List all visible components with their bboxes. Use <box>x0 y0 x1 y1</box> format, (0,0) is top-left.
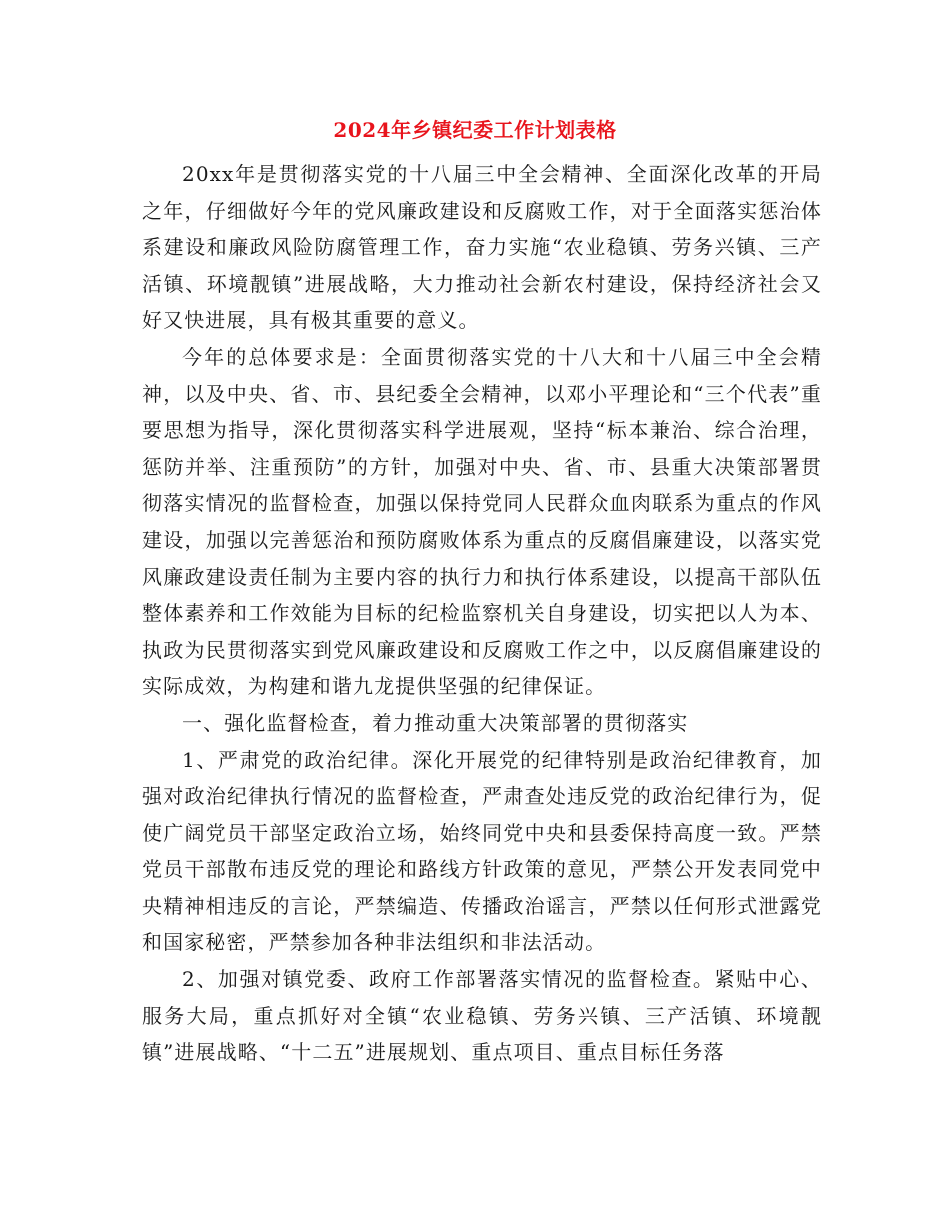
paragraph-general-requirements: 今年的总体要求是：全面贯彻落实党的十八大和十八届三中全会精神，以及中央、省、市、县纪委全会精神，以邓小平理论和“三个代表”重要思想为指导，深化贯彻落实科学进展观，坚持“标本兼治、综合治理，惩防并举、注重预防”的方针，加强对中央、省、市、县重大决策部署贯彻落实情况的监督检查，加强以保持党同人民群众血肉联系为重点的作风建设，加强以完善惩治和预防腐败体系为重点的反腐倡廉建设，以落实党风廉政建设责任制为主要内容的执行力和执行体系建设，以提高干部队伍整体素养和工作效能为目标的纪检监察机关自身建设，切实把以人为本、执政为民贯彻落实到党风廉政建设和反腐败工作之中，以反腐倡廉建设的实际成效，为构建和谐九龙提供坚强的纪律保证。 <box>142 344 822 699</box>
paragraph-item-1: 1、严肃党的政治纪律。深化开展党的纪律特别是政治纪律教育，加强对政治纪律执行情况的监督检查，严肃查处违反党的政治纪律行为，促使广阔党员干部坚定政治立场，始终同党中央和县委保持高度一致。严禁党员干部散布违反党的理论和路线方针政策的意见，严禁公开发表同党中央精神相违反的言论，严禁编造、传播政治谣言，严禁以任何形式泄露党和国家秘密，严禁参加各种非法组织和非法活动。 <box>142 747 822 955</box>
paragraph-intro: 20xx年是贯彻落实党的十八届三中全会精神、全面深化改革的开局之年，仔细做好今年的党风廉政建设和反腐败工作，对于全面落实惩治体系建设和廉政风险防腐管理工作，奋力实施“农业稳镇、劳务兴镇、三产活镇、环境靓镇”进展战略，大力推动社会新农村建设，保持经济社会又好又快进展，具有极其重要的意义。 <box>142 162 822 333</box>
document-title: 2024年乡镇纪委工作计划表格 <box>333 118 617 142</box>
section-heading-1: 一、强化监督检查，着力推动重大决策部署的贯彻落实 <box>182 710 689 735</box>
document-body <box>142 156 822 1071</box>
paragraph-item-2: 2、加强对镇党委、政府工作部署落实情况的监督检查。紧贴中心、服务大局，重点抓好对全镇“农业稳镇、劳务兴镇、三产活镇、环境靓镇”进展战略、“十二五”进展规划、重点项目、重点目标任务落 <box>142 967 822 1065</box>
